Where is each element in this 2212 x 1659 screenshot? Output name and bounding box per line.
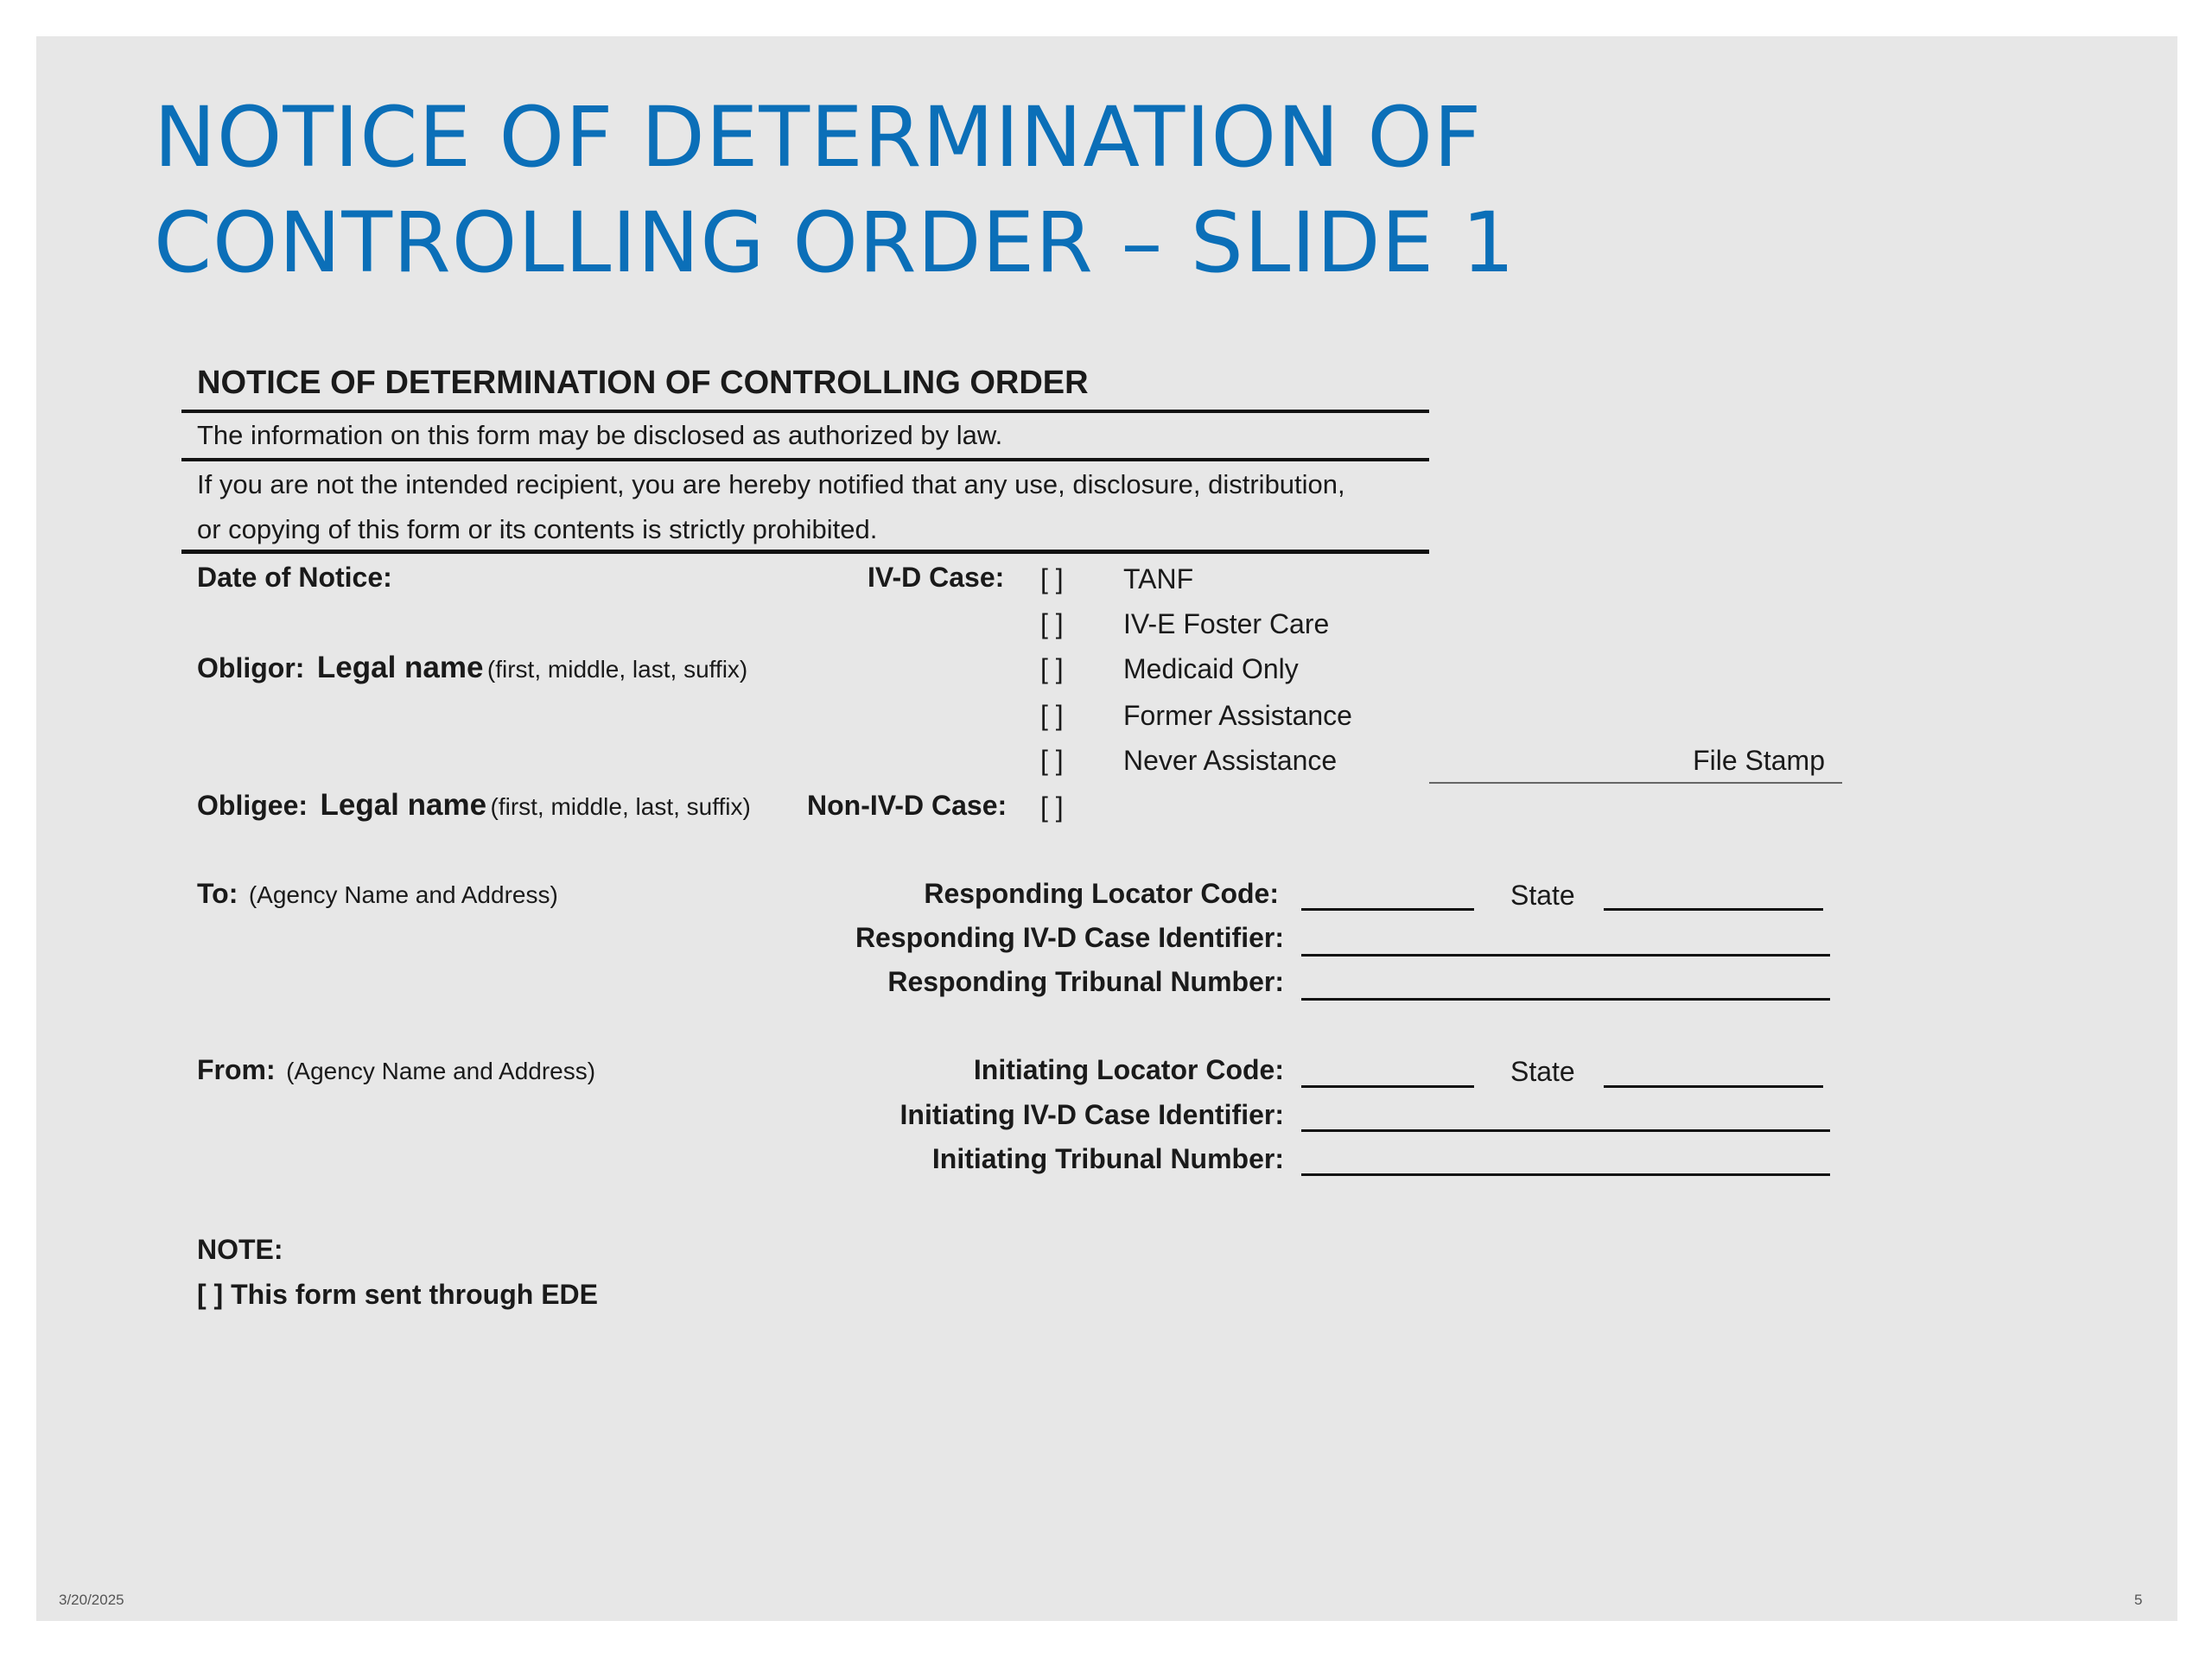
former-assistance-option-label: Former Assistance xyxy=(1123,700,1352,731)
to-field xyxy=(197,878,558,910)
divider xyxy=(181,410,1429,413)
form-heading: NOTICE OF DETERMINATION OF CONTROLLING ORDER xyxy=(197,365,1089,401)
initiating-locator-code-label: Initiating Locator Code: xyxy=(973,1054,1284,1085)
slide-title-line-1: NOTICE OF DETERMINATION OF xyxy=(154,89,1483,186)
from-label: From: xyxy=(197,1054,276,1085)
responding-tribunal-number-input[interactable] xyxy=(1301,998,1830,1001)
to-agency-hint: (Agency Name and Address) xyxy=(248,881,558,908)
from-field xyxy=(197,1054,595,1086)
initiating-tribunal-number-input[interactable] xyxy=(1301,1173,1830,1176)
obligee-legal-name-hint: (first, middle, last, suffix) xyxy=(490,793,751,820)
ive-foster-care-checkbox[interactable]: [ ] xyxy=(1040,608,1064,639)
slide-title-line-2: CONTROLLING ORDER – SLIDE 1 xyxy=(154,194,1516,291)
non-ivd-case-label: Non-IV-D Case: xyxy=(807,790,1007,821)
disclosure-text: The information on this form may be disclosed as authorized by law. xyxy=(197,420,1003,450)
ivd-case-label: IV-D Case: xyxy=(868,562,1005,593)
tanf-checkbox[interactable]: [ ] xyxy=(1040,563,1064,594)
obligor-legal-name-hint: (first, middle, last, suffix) xyxy=(486,656,748,683)
initiating-case-identifier-input[interactable] xyxy=(1301,1129,1830,1132)
divider xyxy=(181,458,1429,461)
responding-tribunal-number-label: Responding Tribunal Number: xyxy=(887,966,1284,997)
responding-state-label: State xyxy=(1510,880,1575,911)
note-label: NOTE: xyxy=(197,1234,283,1265)
date-of-notice-label: Date of Notice: xyxy=(197,562,392,593)
file-stamp-label: File Stamp xyxy=(1693,745,1825,776)
obligor-label: Obligor: xyxy=(197,652,305,683)
responding-locator-code-label: Responding Locator Code: xyxy=(924,878,1279,909)
former-assistance-checkbox[interactable]: [ ] xyxy=(1040,700,1064,731)
initiating-locator-code-input[interactable] xyxy=(1301,1085,1474,1088)
slide-page-number: 5 xyxy=(2134,1592,2143,1608)
responding-case-identifier-input[interactable] xyxy=(1301,954,1830,957)
obligee-label: Obligee: xyxy=(197,790,308,821)
to-label: To: xyxy=(197,878,238,909)
slide-title xyxy=(154,85,1623,296)
responding-locator-code-input[interactable] xyxy=(1301,908,1474,911)
responding-state-input[interactable] xyxy=(1604,908,1823,911)
initiating-state-label: State xyxy=(1510,1056,1575,1087)
initiating-case-identifier-label: Initiating IV-D Case Identifier: xyxy=(899,1099,1284,1130)
medicaid-only-option-label: Medicaid Only xyxy=(1123,653,1299,684)
never-assistance-option-label: Never Assistance xyxy=(1123,745,1338,776)
obligor-legal-name-label: Legal name xyxy=(316,651,484,684)
initiating-state-input[interactable] xyxy=(1604,1085,1823,1088)
warning-line-1: If you are not the intended recipient, you are hereby notified that any use, disclosure, distribution, xyxy=(197,469,1345,499)
divider xyxy=(181,550,1429,554)
initiating-tribunal-number-label: Initiating Tribunal Number: xyxy=(931,1143,1284,1174)
never-assistance-checkbox[interactable]: [ ] xyxy=(1040,745,1064,776)
obligee-legal-name-label: Legal name xyxy=(320,788,487,822)
file-stamp-line xyxy=(1429,782,1842,784)
ede-checkbox[interactable]: [ ] This form sent through EDE xyxy=(197,1279,598,1310)
warning-line-2: or copying of this form or its contents is strictly prohibited. xyxy=(197,514,878,544)
from-agency-hint: (Agency Name and Address) xyxy=(286,1058,596,1084)
responding-case-identifier-label: Responding IV-D Case Identifier: xyxy=(855,922,1284,953)
tanf-option-label: TANF xyxy=(1123,563,1194,594)
ive-foster-care-option-label: IV-E Foster Care xyxy=(1123,608,1330,639)
slide-date: 3/20/2025 xyxy=(59,1592,124,1608)
obligee-field xyxy=(197,788,751,823)
non-ivd-case-checkbox[interactable]: [ ] xyxy=(1040,791,1064,823)
obligor-field xyxy=(197,651,747,685)
medicaid-only-checkbox[interactable]: [ ] xyxy=(1040,653,1064,684)
